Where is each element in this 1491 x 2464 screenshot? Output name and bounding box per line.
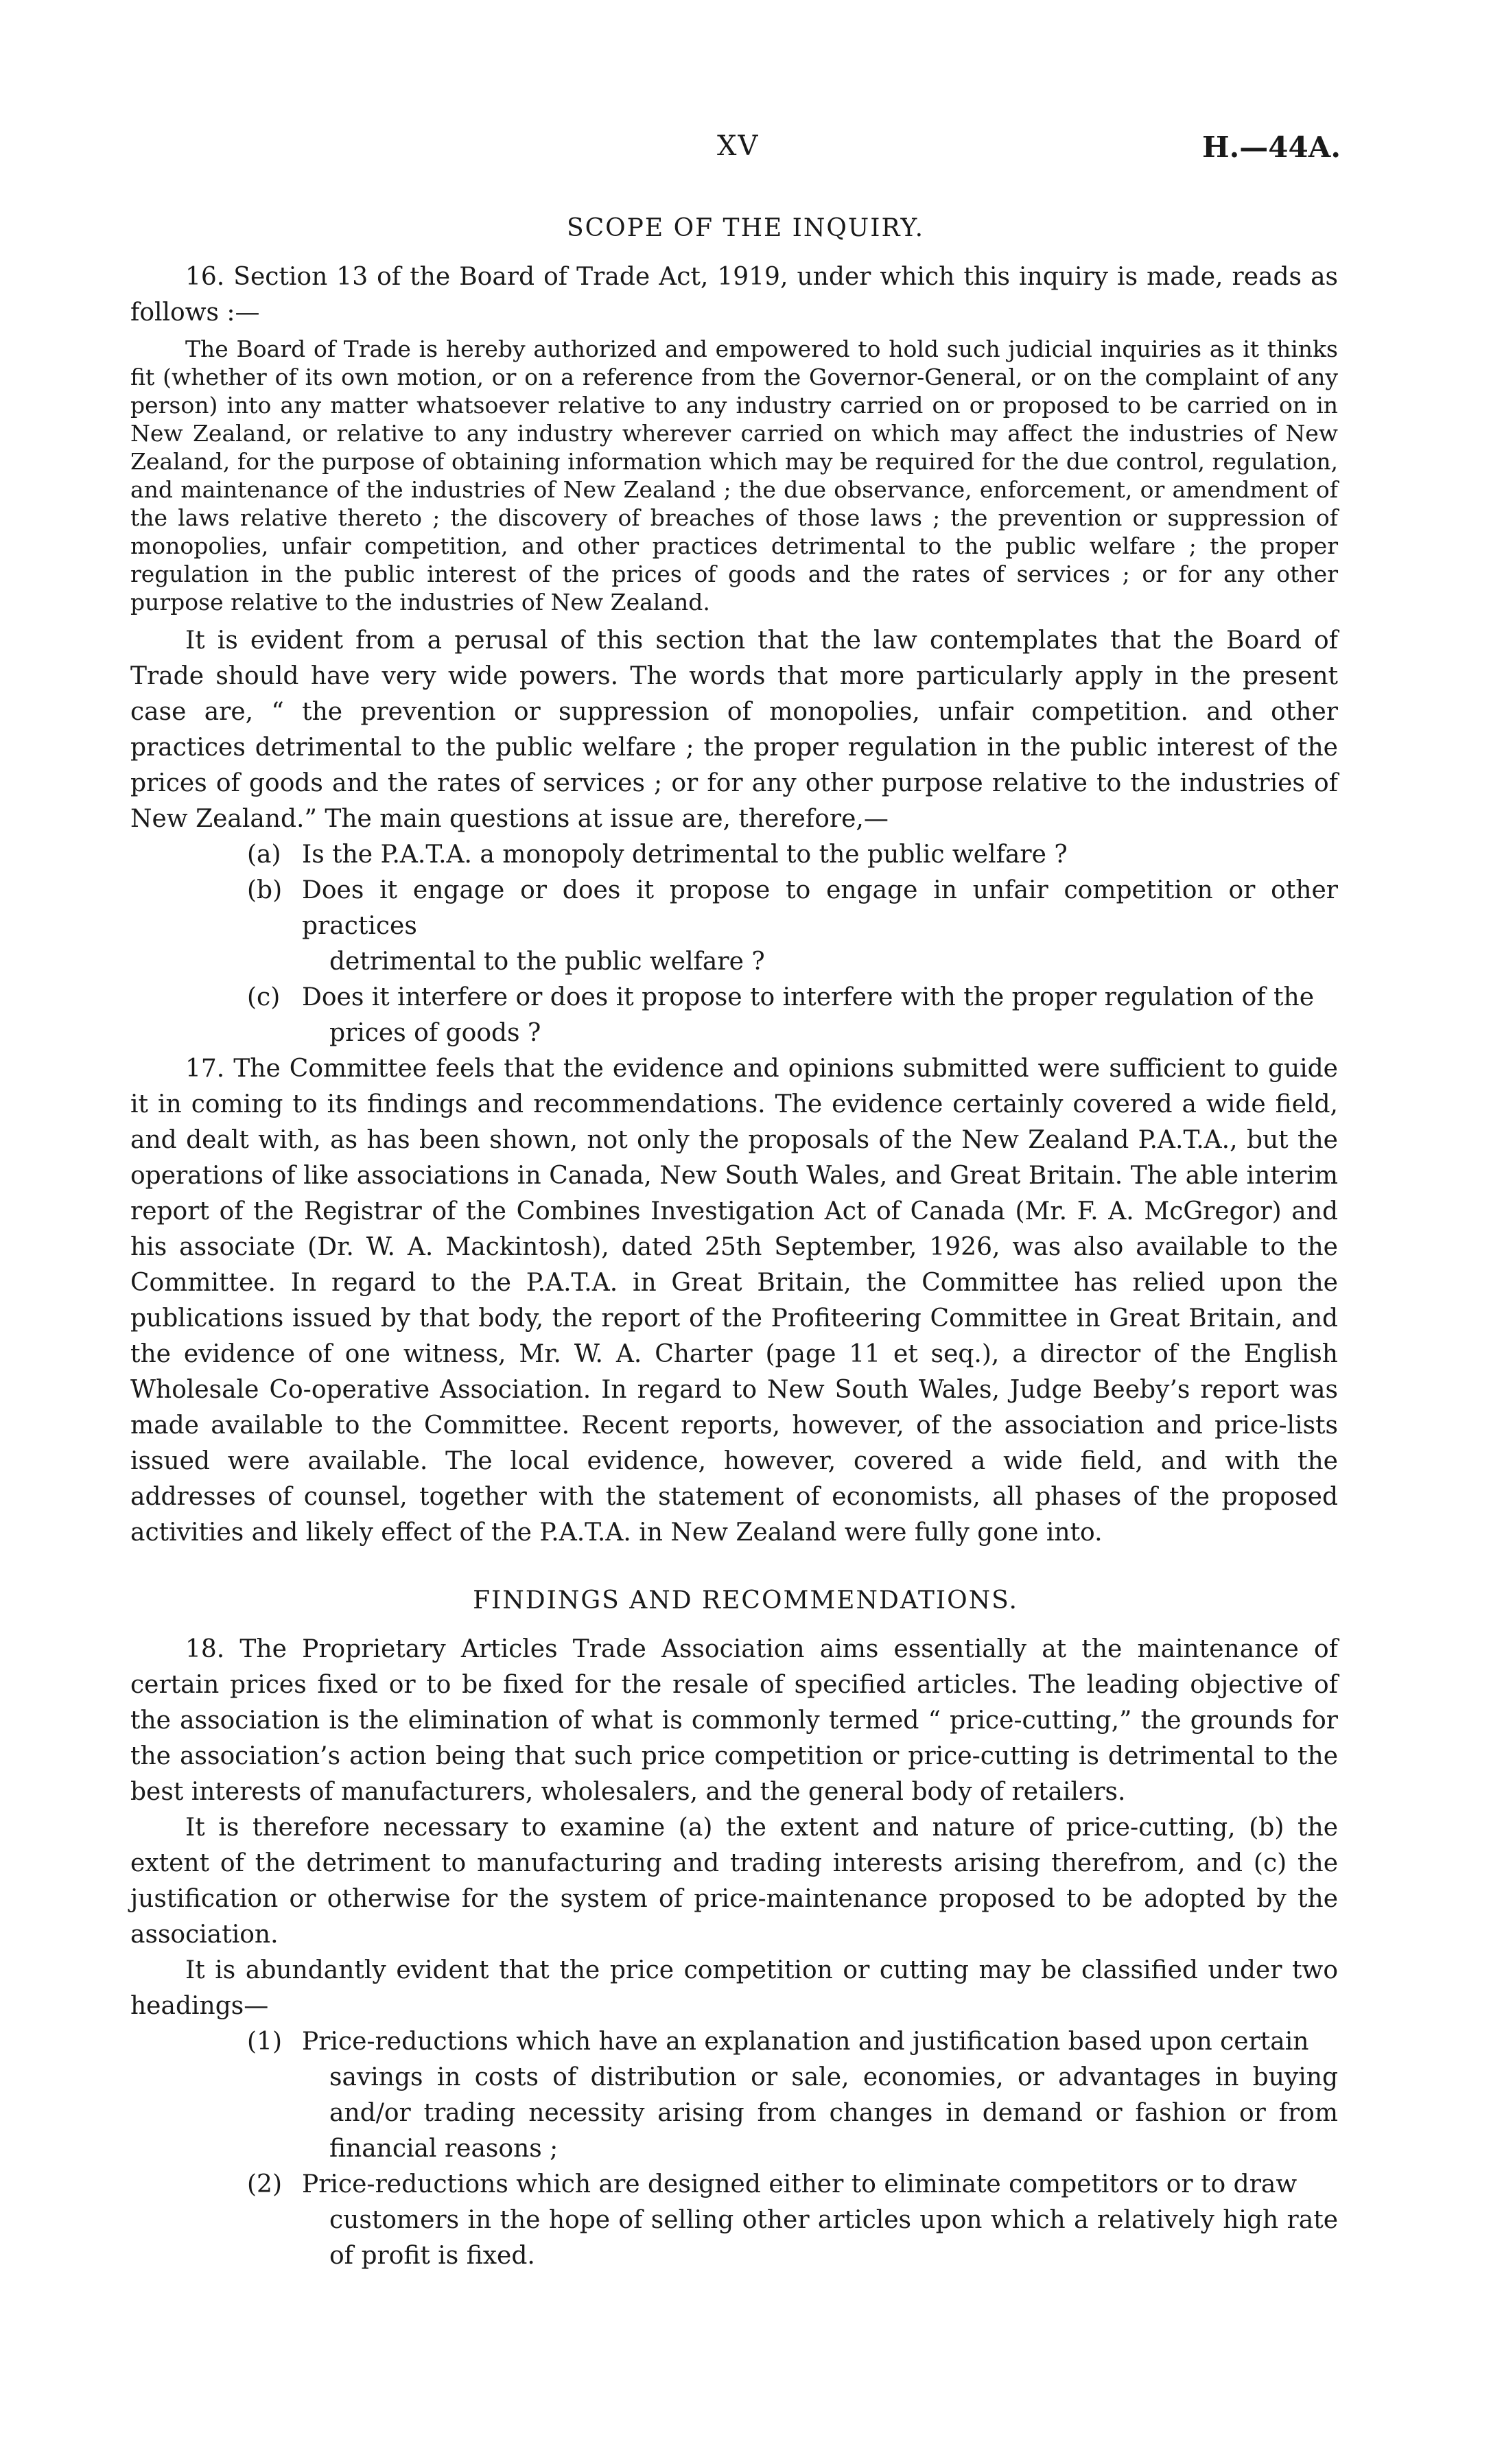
findings-section-body (130, 1632, 1338, 2274)
paragraph-18: 18. The Proprietary Articles Trade Association aims essentially at the maintenance of certain prices fixed or to be fixed for the resale of specified articles. The leading objective of the association is the elimination of what is commonly termed “ price-cutting,” the grounds for the association’s action being that such price competition or price-cutting is detrimental to the best interests of manufacturers, wholesalers, and the general body of retailers. (130, 1635, 1338, 1806)
question-text-continued: prices of goods ? (329, 1019, 541, 1047)
heading-item (130, 2167, 1338, 2274)
scope-section-body (130, 259, 1338, 1551)
paragraph-necessary: It is therefore necessary to examine (a) the extent and nature of price-cutting, (b) the extent of the detriment to manufacturing and trading interests arising therefrom, and (c) the justification or otherwise for the system of price-maintenance proposed to be adopted by the association. (130, 1814, 1338, 1949)
paragraph-17: 17. The Committee feels that the evidence and opinions submitted were sufficient to guide it in coming to its findings and recommendations. The evidence certainly covered a wide field, and dealt with, as has been shown, not only the proposals of the New Zealand P.A.T.A., but the operations of like associations in Canada, New South Wales, and Great Britain. The able interim report of the Registrar of the Combines Investigation Act of Canada (Mr. F. A. McGregor) and his associate (Dr. W. A. Mackintosh), dated 25th September, 1926, was also available to the Committee. In regard to the P.A.T.A. in Great Britain, the Committee has relied upon the publications issued by that body, the report of the Profiteering Committee in Great Britain, and the evidence of one witness, Mr. W. A. Charter (page 11 et seq.), a director of the English Wholesale Co-operative Association. In regard to New South Wales, Judge Beeby’s report was made available to the Committee. Recent reports, however, of the association and price-lists issued were available. The local evidence, however, covered a wide field, and with the addresses of counsel, together with the statement of economists, all phases of the proposed activities and likely effect of the P.A.T.A. in New Zealand were fully gone into. (130, 1055, 1338, 1547)
heading-item (130, 2024, 1338, 2167)
question-item (130, 980, 1338, 1051)
question-label: (a) (247, 841, 281, 869)
heading-text-continued: customers in the hope of selling other articles upon which a relatively high rate of profit is fixed. (329, 2206, 1338, 2270)
question-text: Does it interfere or does it propose to interfere with the proper regulation of the (302, 983, 1315, 1011)
act-quotation: The Board of Trade is hereby authorized and empowered to hold such judicial inquiries as it thinks fit (whether of its own motion, or on a reference from the Governor-General, or on the complaint of any person) into any matter whatsoever relative to any industry carried on or proposed to be carried on in New Zealand, or relative to any industry wherever carried on which may affect the industries of New Zealand, for the purpose of obtaining information which may be required for the due control, regulation, and maintenance of the industries of New Zealand ; the due observance, enforcement, or amendment of the laws relative thereto ; the discovery of breaches of those laws ; the prevention or suppression of monopolies, unfair competition, and other practices detrimental to the public welfare ; the proper regulation in the public interest of the prices of goods and the rates of services ; or for any other purpose relative to the industries of New Zealand. (130, 336, 1338, 615)
question-text: Is the P.A.T.A. a monopoly detrimental to the public welfare ? (302, 841, 1068, 869)
paragraph-evident: It is evident from a perusal of this section that the law contemplates that the Board of Trade should have very wide powers. The words that more particularly apply in the present case are, “ the prevention or suppression of monopolies, unfair competition. and other practices detrimental to the public welfare ; the proper regulation in the public interest of the prices of goods and the rates of services ; or for any other purpose relative to the industries of New Zealand.” The main questions at issue are, therefore,— (130, 626, 1338, 833)
document-reference: H.—44A. (1202, 130, 1341, 164)
heading-text: Price-reductions which have an explanation and justification based upon certain (302, 2028, 1309, 2056)
page-number: XV (717, 130, 760, 162)
heading-text-continued: savings in costs of distribution or sale, economies, or advantages in buying and/or trading necessity arising from changes in demand or fashion or from financial reasons ; (329, 2063, 1338, 2163)
heading-label: (2) (247, 2170, 282, 2198)
paragraph-16-intro: 16. Section 13 of the Board of Trade Act, 1919, under which this inquiry is made, reads as follows :— (130, 263, 1338, 327)
question-label: (c) (247, 983, 281, 1011)
question-text-continued: detrimental to the public welfare ? (329, 948, 765, 976)
question-label: (b) (247, 876, 283, 904)
section-title-scope: SCOPE OF THE INQUIRY. (566, 214, 925, 242)
question-item (130, 837, 1338, 873)
heading-text: Price-reductions which are designed either to eliminate competitors or to draw (302, 2170, 1298, 2198)
question-text: Does it engage or does it propose to engage in unfair competition or other practices (302, 876, 1338, 940)
question-item (130, 873, 1338, 980)
paragraph-abundant: It is abundantly evident that the price competition or cutting may be classified under two headings— (130, 1956, 1338, 2020)
heading-label: (1) (247, 2028, 282, 2056)
section-title-findings: FINDINGS AND RECOMMENDATIONS. (473, 1586, 1018, 1615)
